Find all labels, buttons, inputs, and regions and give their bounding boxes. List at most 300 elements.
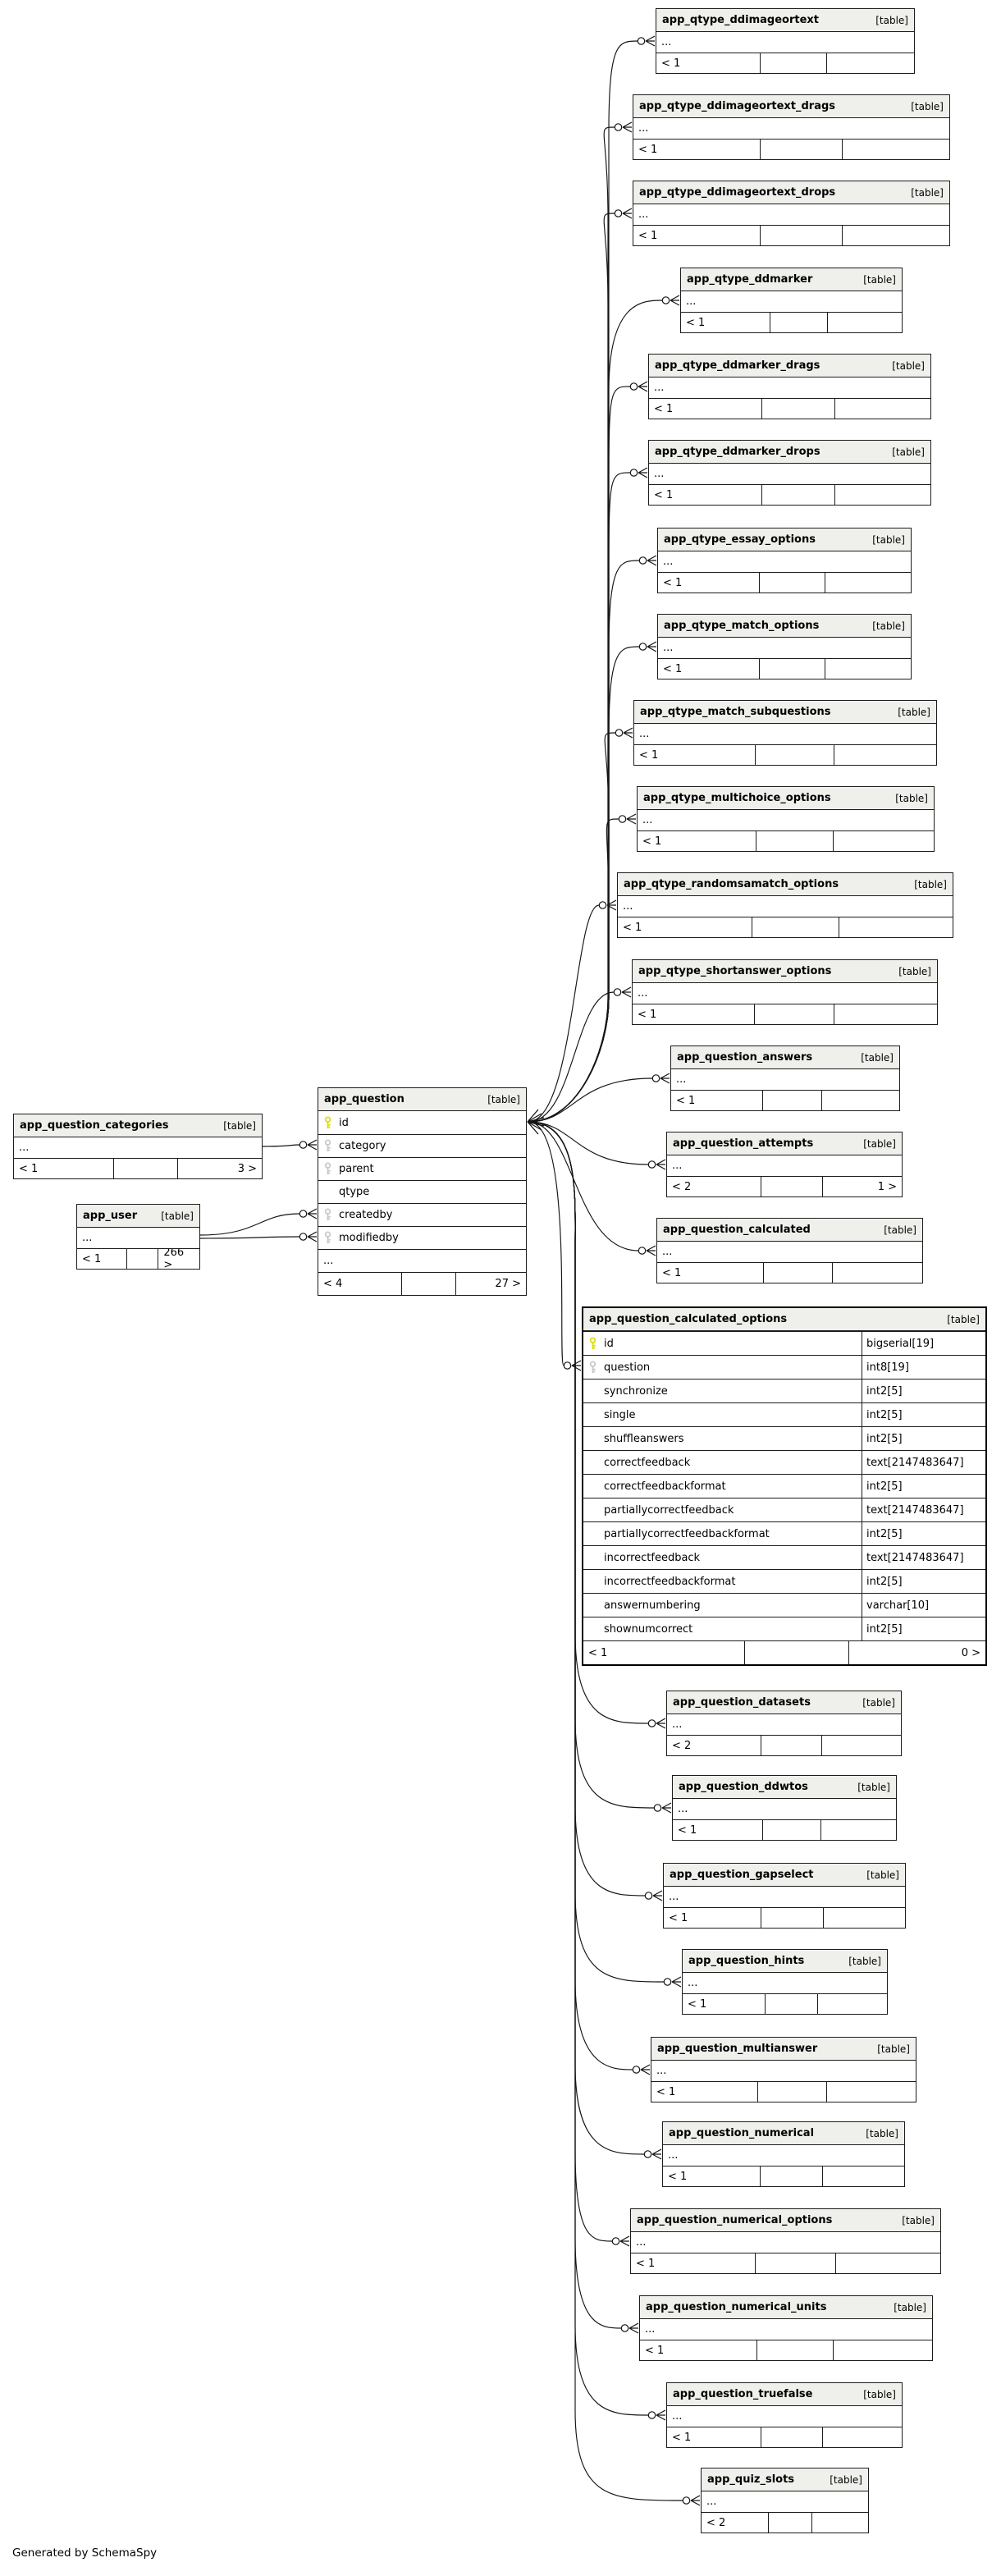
foreign-key-icon (323, 1231, 332, 1245)
entity-header[interactable] (667, 2383, 902, 2406)
field-type: int2[5] (862, 1522, 985, 1545)
relationship-edge (572, 1361, 581, 1370)
entity-app_qtype_multichoice_options[interactable] (637, 786, 935, 852)
field-name: partiallycorrectfeedback (604, 1503, 734, 1517)
footer-cell-children: < 1 (663, 576, 683, 589)
ellipsis-row: ... (672, 2410, 683, 2423)
footer-cell-parents (825, 659, 911, 679)
entity-name[interactable]: app_qtype_match_subquestions (640, 706, 831, 718)
entity-name[interactable]: app_qtype_match_options (664, 620, 820, 632)
zero-or-many-icon (662, 297, 669, 304)
entity-app_question_hints[interactable] (682, 1949, 888, 2015)
footer-cell-parents (834, 1004, 937, 1024)
field-name: id (604, 1337, 614, 1350)
entity-name[interactable]: app_qtype_ddmarker_drops (655, 446, 820, 458)
field-row-shuffleanswers[interactable] (583, 1426, 985, 1450)
footer-cell-parents (842, 226, 949, 245)
table-tag: [table] (872, 620, 905, 632)
table-tag: [table] (898, 965, 931, 977)
entity-app_question_multianswer[interactable] (651, 2037, 916, 2102)
entity-app_question_numerical_options[interactable] (630, 2208, 941, 2274)
entity-app_qtype_ddmarker[interactable] (680, 268, 903, 333)
footer-cell-middle (756, 831, 833, 851)
primary-key-icon (588, 1337, 597, 1351)
entity-app_qtype_ddmarker_drags[interactable] (648, 354, 931, 419)
relationship-edge (662, 1803, 671, 1813)
footer-cell-children: < 4 (323, 1278, 343, 1290)
field-row-incorrectfeedbackformat[interactable] (583, 1569, 985, 1593)
footer-cell-middle (759, 573, 825, 593)
footer-cell-children: < 1 (588, 1646, 608, 1659)
field-name: id (339, 1116, 349, 1129)
footer-cell-children: < 1 (623, 921, 642, 934)
entity-header[interactable] (681, 268, 902, 291)
footer-cell-middle (765, 1994, 818, 2014)
footer-cell-middle (744, 1641, 848, 1664)
key-icon-slot (588, 1337, 604, 1351)
relationship-edge (528, 127, 615, 1122)
footer-cell-parents (822, 2427, 902, 2447)
entity-name[interactable]: app_qtype_ddimageortext_drags (639, 100, 836, 112)
footer-cell-parents: 3 > (177, 1159, 262, 1178)
field-type: text[2147483647] (862, 1546, 985, 1569)
entity-header[interactable] (638, 787, 934, 810)
footer-cell-middle (761, 2427, 821, 2447)
zero-or-many-icon (614, 989, 620, 995)
footer-row (667, 1735, 901, 1755)
footer-row (683, 1993, 887, 2014)
field-row-partiallycorrectfeedback[interactable] (583, 1498, 985, 1521)
field-type: text[2147483647] (862, 1498, 985, 1521)
relationship-edge (528, 560, 639, 1122)
field-name: answernumbering (604, 1599, 701, 1612)
table-tag: [table] (487, 1093, 520, 1105)
relationship-edge (308, 1232, 317, 1242)
footer-cell-middle (755, 2253, 835, 2273)
entity-name[interactable]: app_question_truefalse (673, 2388, 813, 2400)
primary-key-icon (323, 1116, 332, 1130)
footer-row (657, 1262, 922, 1283)
footer-cell-children: < 1 (638, 143, 658, 156)
field-row-category[interactable] (318, 1134, 526, 1157)
footer-row (649, 484, 930, 505)
field-row-createdby[interactable] (318, 1203, 526, 1226)
entity-name[interactable]: app_question_hints (688, 1955, 805, 1967)
footer-cell-parents (825, 573, 911, 593)
entity-header[interactable] (14, 1114, 262, 1137)
field-name: synchronize (604, 1384, 668, 1398)
footer-cell-parents: 27 > (455, 1273, 526, 1295)
entity-header[interactable] (618, 873, 953, 896)
footer-cell-children: < 1 (678, 1823, 697, 1837)
footer-row (583, 1640, 985, 1664)
field-row-correctfeedbackformat[interactable] (583, 1474, 985, 1498)
entity-name[interactable]: app_qtype_essay_options (664, 533, 816, 546)
field-row-id[interactable] (318, 1111, 526, 1134)
entity-app_qtype_essay_options[interactable] (657, 528, 912, 593)
footer-cell-middle (761, 399, 834, 419)
entity-name[interactable]: app_qtype_multichoice_options (643, 792, 831, 804)
ellipsis-row: ... (688, 1977, 698, 1989)
footer-row (658, 658, 911, 679)
footer-cell-middle (761, 1177, 821, 1196)
footer-cell-middle (760, 2166, 822, 2186)
zero-or-many-icon (638, 38, 644, 44)
zero-or-many-icon (615, 730, 622, 736)
entity-name[interactable]: app_question_multianswer (657, 2043, 818, 2055)
footer-cell-parents (842, 140, 949, 159)
relationship-edge (528, 387, 630, 1122)
field-type: bigserial[19] (862, 1332, 985, 1355)
footer-cell-parents: 1 > (822, 1177, 902, 1196)
relationship-edge (638, 468, 647, 478)
foreign-key-icon (323, 1208, 332, 1222)
footer-cell-parents: 0 > (848, 1641, 985, 1664)
relationship-edge (200, 1237, 299, 1238)
relationship-edge (672, 1977, 681, 1987)
zero-or-many-icon (630, 383, 637, 390)
table-tag: [table] (848, 1955, 881, 1967)
entity-name[interactable]: app_question_numerical_options (637, 2214, 833, 2226)
zero-or-many-icon (299, 1210, 306, 1217)
footer-row (671, 1090, 899, 1110)
entity-app_qtype_randomsamatch_options[interactable] (617, 872, 953, 938)
entity-app_qtype_ddimageortext[interactable] (656, 8, 915, 74)
entity-app_question_categories[interactable] (13, 1114, 263, 1179)
entity-app_qtype_ddimageortext_drags[interactable] (633, 94, 950, 160)
zero-or-many-icon (638, 1247, 645, 1254)
footer-cell-parents (834, 485, 930, 505)
footer-cell-parents (833, 2340, 932, 2360)
footer-row (673, 1819, 896, 1840)
field-name: incorrectfeedback (604, 1551, 701, 1564)
footer-cell-children: < 1 (662, 1266, 682, 1279)
entity-name[interactable]: app_quiz_slots (707, 2473, 795, 2486)
footer-cell-middle (755, 745, 834, 765)
entity-header[interactable] (633, 960, 937, 983)
footer-cell-parents (832, 1263, 922, 1283)
relationship-edge (528, 41, 638, 1122)
entity-header[interactable] (656, 9, 914, 32)
zero-or-many-icon (639, 557, 646, 564)
footer-row (667, 1176, 902, 1196)
entity-header[interactable] (634, 701, 936, 724)
table-tag: [table] (857, 1781, 890, 1793)
entity-app_qtype_ddmarker_drops[interactable] (648, 440, 931, 506)
zero-or-many-icon (645, 1892, 651, 1899)
entity-header[interactable] (649, 355, 930, 377)
footer-row (618, 917, 953, 937)
entity-name[interactable]: app_question_numerical_units (646, 2301, 827, 2313)
footer-cell-parents (835, 2253, 940, 2273)
field-row-partiallycorrectfeedbackformat[interactable] (583, 1521, 985, 1545)
zero-or-many-icon (615, 210, 621, 217)
relationship-edge (528, 1122, 638, 1251)
field-name: partiallycorrectfeedbackformat (604, 1527, 770, 1540)
footer-cell-children: < 1 (636, 2257, 656, 2270)
entity-name[interactable]: app_qtype_ddimageortext_drops (639, 186, 836, 199)
entity-header[interactable] (633, 95, 949, 118)
field-name: shownumcorrect (604, 1622, 693, 1636)
entity-header[interactable] (671, 1046, 899, 1069)
footer-row (651, 2081, 916, 2102)
entity-header[interactable] (658, 615, 911, 638)
field-type: varchar[10] (862, 1594, 985, 1617)
ellipsis-row: ... (645, 2323, 656, 2336)
field-row-answernumbering[interactable] (583, 1593, 985, 1617)
relationship-edge (623, 122, 632, 132)
entity-header[interactable] (664, 1864, 905, 1887)
footer-cell-parents (833, 831, 934, 851)
entity-app_question[interactable] (318, 1087, 527, 1296)
relationship-edge (263, 1145, 299, 1146)
ellipsis-row: ... (82, 1232, 93, 1244)
zero-or-many-icon (654, 1805, 660, 1811)
entity-header[interactable] (663, 2122, 904, 2145)
footer-cell-parents (826, 2082, 916, 2102)
relationship-edge (528, 213, 615, 1122)
ellipsis-row: ... (19, 1142, 30, 1154)
table-tag: [table] (911, 186, 944, 199)
relationship-edge (622, 987, 631, 997)
table-tag: [table] (861, 1051, 894, 1064)
entity-name[interactable]: app_question_datasets (673, 1696, 811, 1709)
field-row-question[interactable] (583, 1355, 985, 1379)
relationship-edge (200, 1214, 299, 1235)
table-tag: [table] (877, 2043, 910, 2055)
entity-header[interactable] (649, 441, 930, 464)
relationship-edge (623, 208, 632, 218)
ellipsis-row: ... (638, 122, 649, 135)
footer-row (638, 830, 934, 851)
footer-row (633, 1004, 937, 1024)
entity-header[interactable] (673, 1776, 896, 1799)
field-name: question (604, 1361, 651, 1374)
zero-or-many-icon (599, 902, 606, 908)
entity-name[interactable]: app_qtype_ddimageortext (662, 14, 819, 26)
entity-app_question_ddwtos[interactable] (672, 1775, 897, 1841)
entity-header[interactable] (640, 2296, 932, 2319)
ellipsis-row: ... (318, 1249, 526, 1272)
entity-header[interactable] (318, 1088, 526, 1111)
entity-header[interactable] (702, 2468, 868, 2491)
ellipsis-row: ... (656, 2065, 667, 2077)
entity-name[interactable]: app_qtype_randomsamatch_options (624, 878, 839, 890)
footer-cell-children: < 1 (661, 57, 681, 70)
footer-cell-parents (826, 53, 914, 73)
entity-name[interactable]: app_question_attempts (673, 1137, 814, 1150)
entity-header[interactable] (658, 528, 911, 551)
entity-name[interactable]: app_question_calculated (663, 1224, 811, 1236)
ellipsis-row: ... (676, 1073, 687, 1086)
entity-app_qtype_match_options[interactable] (657, 614, 912, 679)
table-tag: [table] (863, 273, 896, 286)
field-row-qtype[interactable] (318, 1180, 526, 1203)
entity-name[interactable]: app_question (324, 1093, 405, 1105)
entity-name[interactable]: app_question_numerical (669, 2127, 815, 2139)
table-tag: [table] (161, 1210, 194, 1222)
ellipsis-row: ... (639, 728, 650, 740)
entity-header[interactable] (683, 1950, 887, 1973)
table-tag: [table] (866, 2127, 898, 2139)
footer-cell-middle (761, 1908, 823, 1928)
footer-row (631, 2253, 940, 2273)
key-icon-slot (588, 1361, 604, 1375)
entity-name[interactable]: app_question_gapselect (670, 1869, 814, 1881)
footer-cell-children: < 1 (645, 2344, 665, 2357)
footer-cell-parents (834, 745, 936, 765)
footer-row (702, 2512, 868, 2533)
entity-header[interactable] (667, 1691, 901, 1714)
entity-app_question_datasets[interactable] (666, 1691, 902, 1756)
ellipsis-row: ... (661, 36, 672, 48)
table-tag: [table] (895, 792, 928, 804)
ellipsis-row: ... (678, 1803, 688, 1815)
field-name: correctfeedbackformat (604, 1480, 726, 1493)
entity-app_question_truefalse[interactable] (666, 2382, 903, 2448)
field-type: int2[5] (862, 1380, 985, 1402)
table-tag: [table] (875, 14, 908, 26)
footer-cell-parents (834, 399, 930, 419)
table-tag: [table] (911, 100, 944, 112)
ellipsis-row: ... (706, 2496, 717, 2508)
field-type: int2[5] (862, 1570, 985, 1593)
table-tag: [table] (902, 2214, 935, 2226)
footer-row (681, 312, 902, 332)
footer-cell-children: < 2 (672, 1739, 692, 1752)
field-name: createdby (339, 1209, 393, 1221)
entity-app_question_numerical_units[interactable] (639, 2295, 933, 2361)
field-row-id[interactable] (583, 1331, 985, 1355)
entity-app_question_calculated[interactable] (656, 1218, 923, 1283)
footer-cell-middle (762, 1091, 821, 1110)
footer-cell-parents (821, 1091, 899, 1110)
table-tag: [table] (947, 1313, 980, 1325)
table-tag: [table] (863, 2388, 896, 2400)
entity-app_question_answers[interactable] (670, 1045, 900, 1111)
entity-app_question_attempts[interactable] (666, 1132, 903, 1197)
footer-cell-parents (823, 1908, 905, 1928)
footer-cell-children: < 1 (669, 1911, 688, 1924)
footer-cell-middle (756, 2340, 833, 2360)
field-row-single[interactable] (583, 1402, 985, 1426)
zero-or-many-icon (564, 1362, 570, 1369)
footer-cell-middle (760, 53, 827, 73)
field-type: int2[5] (862, 1403, 985, 1426)
entity-app_qtype_ddimageortext_drops[interactable] (633, 181, 950, 246)
field-row-shownumcorrect[interactable] (583, 1617, 985, 1640)
relationship-edge (653, 1891, 662, 1901)
footer-cell-children: < 1 (686, 316, 706, 329)
field-row-synchronize[interactable] (583, 1379, 985, 1402)
zero-or-many-icon (664, 1979, 670, 1985)
entity-header[interactable] (667, 1132, 902, 1155)
footer-cell-children: < 2 (672, 1180, 692, 1193)
entity-app_user[interactable] (76, 1204, 200, 1270)
entity-name[interactable]: app_qtype_shortanswer_options (638, 965, 832, 977)
ellipsis-row: ... (668, 2149, 679, 2162)
field-name: shuffleanswers (604, 1432, 684, 1445)
entity-name[interactable]: app_question_answers (677, 1051, 813, 1064)
entity-header[interactable] (633, 181, 949, 204)
table-tag: [table] (898, 706, 930, 718)
field-name: correctfeedback (604, 1456, 691, 1469)
zero-or-many-icon (299, 1142, 306, 1148)
footer-cell-children: < 1 (672, 2431, 692, 2444)
zero-or-many-icon (652, 1075, 659, 1082)
ellipsis-row: ... (672, 1718, 683, 1731)
zero-or-many-icon (612, 2238, 619, 2244)
entity-name[interactable]: app_qtype_ddmarker_drags (655, 359, 820, 372)
entity-name[interactable]: app_question_categories (20, 1119, 169, 1132)
relationship-edge (308, 1209, 317, 1219)
ellipsis-row: ... (636, 2236, 647, 2249)
zero-or-many-icon (683, 2497, 689, 2504)
zero-or-many-icon (299, 1233, 306, 1240)
entity-name[interactable]: app_question_ddwtos (679, 1781, 808, 1793)
table-tag: [table] (863, 1137, 896, 1150)
relationship-edge (528, 1122, 612, 2241)
footer-row (649, 398, 930, 419)
generated-by-note: Generated by SchemaSpy (12, 2546, 158, 2560)
entity-app_question_gapselect[interactable] (663, 1863, 906, 1929)
entity-header[interactable] (651, 2038, 916, 2061)
footer-cell-children: < 1 (638, 1008, 657, 1021)
footer-cell-children: < 1 (654, 488, 674, 501)
ellipsis-row: ... (638, 987, 648, 1000)
entity-app_question_calculated_options[interactable] (582, 1306, 987, 1666)
footer-cell-middle (113, 1159, 178, 1178)
relationship-edge (528, 473, 630, 1122)
zero-or-many-icon (630, 469, 637, 476)
field-name: parent (339, 1163, 374, 1175)
footer-row (633, 225, 949, 245)
entity-app_qtype_shortanswer_options[interactable] (632, 959, 938, 1025)
entity-header[interactable] (583, 1308, 985, 1331)
field-row-correctfeedback[interactable] (583, 1450, 985, 1474)
field-name: category (339, 1140, 386, 1152)
key-icon-slot (323, 1116, 339, 1130)
zero-or-many-icon (619, 816, 625, 822)
foreign-key-icon (323, 1162, 332, 1176)
entity-name[interactable]: app_qtype_ddmarker (687, 273, 813, 286)
field-row-incorrectfeedback[interactable] (583, 1545, 985, 1569)
entity-name[interactable]: app_user (83, 1210, 138, 1222)
table-tag: [table] (872, 533, 905, 546)
footer-cell-middle (754, 1004, 833, 1024)
entity-header[interactable] (631, 2209, 940, 2232)
zero-or-many-icon (639, 643, 646, 650)
footer-row (634, 744, 936, 765)
entity-name[interactable]: app_question_calculated_options (589, 1313, 788, 1325)
ellipsis-row: ... (654, 382, 665, 394)
relationship-edge (691, 2496, 700, 2505)
entity-header[interactable] (657, 1219, 922, 1242)
field-row-parent[interactable] (318, 1157, 526, 1180)
entity-app_quiz_slots[interactable] (701, 2468, 869, 2533)
relationship-edge (646, 36, 655, 46)
footer-cell-children: < 1 (663, 662, 683, 675)
zero-or-many-icon (633, 2066, 639, 2073)
entity-app_question_numerical[interactable] (662, 2121, 905, 2187)
relationship-edge (656, 2410, 665, 2420)
entity-header[interactable] (77, 1205, 199, 1228)
footer-cell-children: < 1 (656, 2085, 676, 2098)
field-row-modifiedby[interactable] (318, 1226, 526, 1249)
entity-app_qtype_match_subquestions[interactable] (633, 700, 937, 766)
table-tag: [table] (830, 2473, 862, 2486)
footer-row (656, 53, 914, 73)
